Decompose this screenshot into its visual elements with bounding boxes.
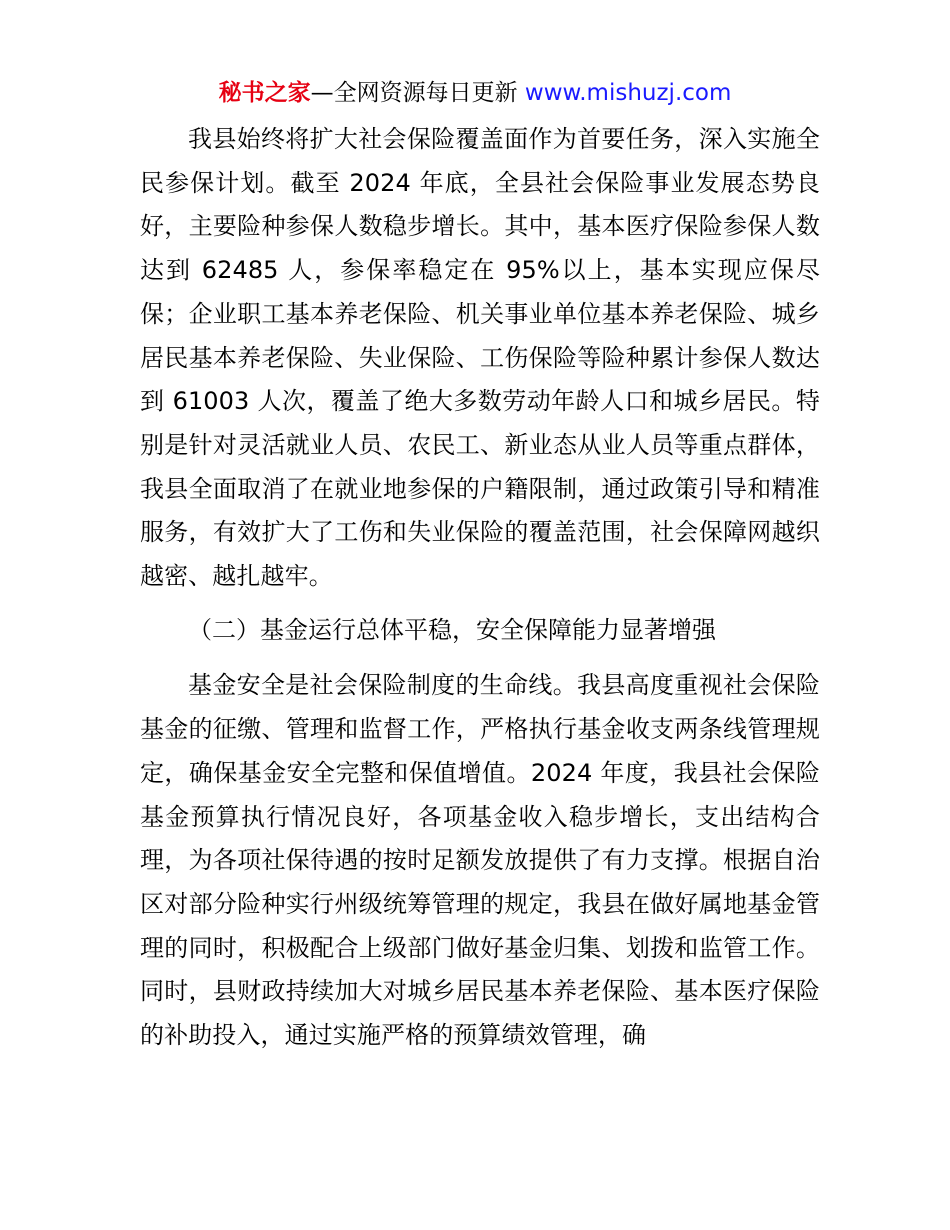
section-heading: （二）基金运行总体平稳，安全保障能力显著增强: [188, 615, 716, 644]
body-paragraph: 基金安全是社会保险制度的生命线。我县高度重视社会保险基金的征缴、管理和监督工作，严格执行基金收支两条线管理规定，确保基金安全完整和保值增值。2024 年度，我县社会保险基金预算执行情况良好，各项基金收入稳步增长，支出结构合理，为各项社保待遇的按时足额发放提供了有力支撑。根据自治区对部分险种实行州级统筹管理的规定，我县在做好属地基金管理的同时，积极配合上级部门做好基金归集、划拨和监管工作。同时，县财政持续加大对城乡居民基本养老保险、基本医疗保险的补助投入，通过实施严格的预算绩效管理，确: [140, 671, 820, 1050]
site-tagline: —全网资源每日更新: [310, 80, 525, 106]
site-url-link[interactable]: www.mishuzj.com: [524, 80, 732, 106]
document-body: [140, 118, 820, 1058]
site-header: [0, 76, 950, 110]
body-paragraph: 我县始终将扩大社会保险覆盖面作为首要任务，深入实施全民参保计划。截至 2024 年底，全县社会保险事业发展态势良好，主要险种参保人数稳步增长。其中，基本医疗保险参保人数达到 62485 人，参保率稳定在 95%以上，基本实现应保尽保；企业职工基本养老保险、机关事业单位基本养老保险、城乡居民基本养老保险、失业保险、工伤保险等险种累计参保人数达到 61003 人次，覆盖了绝大多数劳动年龄人口和城乡居民。特别是针对灵活就业人员、农民工、新业态从业人员等重点群体，我县全面取消了在就业地参保的户籍限制，通过政策引导和精准服务，有效扩大了工伤和失业保险的覆盖范围，社会保障网越织越密、越扎越牢。: [140, 125, 820, 591]
brand-name: 秘书之家: [218, 80, 311, 106]
